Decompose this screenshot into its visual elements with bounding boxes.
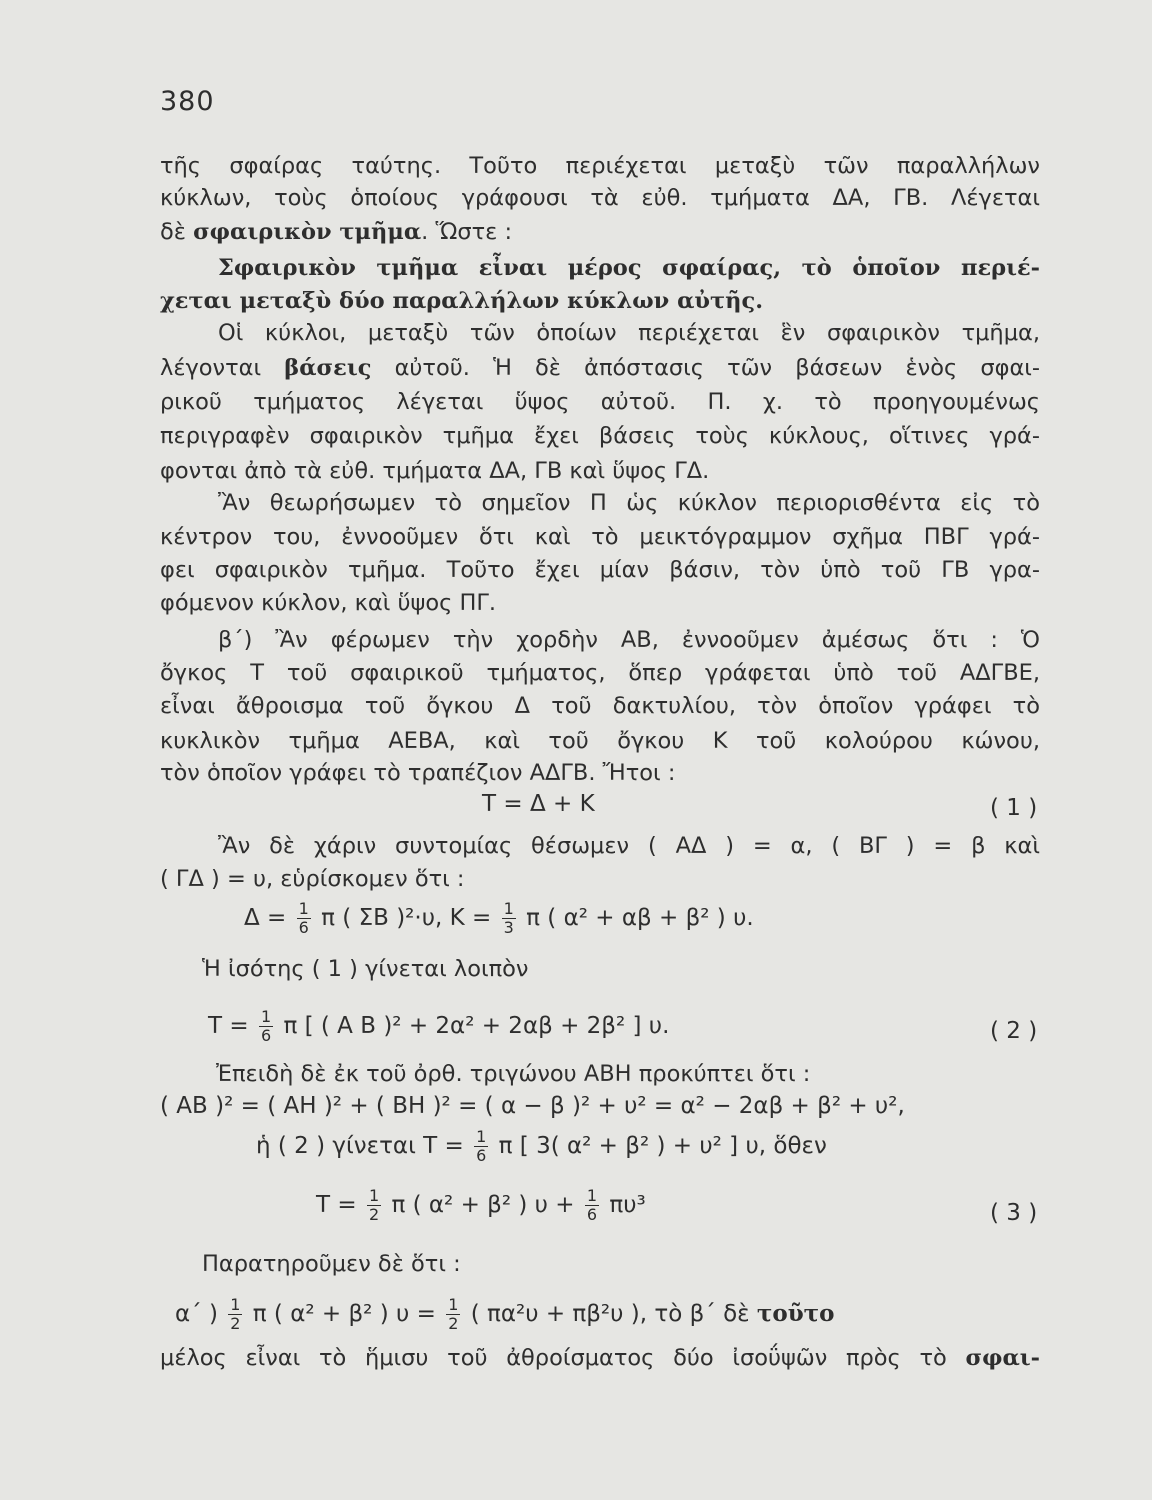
definition-line: Σφαιρικὸν τμῆμα εἶναι μέρος σφαίρας, τὸ ὁποῖον περιέ- bbox=[218, 255, 1040, 281]
text-fragment: μέλος εἶναι τὸ ἥμισυ τοῦ ἀθροίσματος δύο ἰσοΰψῶν πρὸς τὸ bbox=[160, 1345, 966, 1371]
text-line: τὸν ὁποῖον γράφει τὸ τραπέζιον ΑΔΓΒ. Ἤτοι : bbox=[160, 760, 676, 786]
text-line: τῆς σφαίρας ταύτης. Τοῦτο περιέχεται μεταξὺ τῶν παραλλήλων bbox=[160, 153, 1040, 179]
formula-part: α΄ ) bbox=[175, 1301, 218, 1327]
text-line: β΄) Ἂν φέρωμεν τὴν χορδὴν ΑΒ, ἐννοοῦμεν ἀμέσως ὅτι : Ὁ bbox=[218, 627, 1040, 653]
formula-part: Τ = bbox=[208, 1013, 249, 1039]
text-fragment: δὲ bbox=[160, 219, 194, 245]
formula-part: π ( ΣΒ )²·υ, Κ = bbox=[321, 905, 492, 931]
equation-number: ( 3 ) bbox=[990, 1200, 1038, 1226]
fraction bbox=[502, 900, 516, 937]
formula-part: ( πα²υ + πβ²υ ), τὸ β΄ δὲ bbox=[470, 1301, 750, 1327]
denominator: 2 bbox=[448, 1314, 459, 1333]
text-line: ὄγκος Τ τοῦ σφαιρικοῦ τμήματος, ὅπερ γράφεται ὑπὸ τοῦ ΑΔΓΒΕ, bbox=[160, 660, 1040, 686]
text-line: φόμενον κύκλον, καὶ ὕψος ΠΓ. bbox=[160, 590, 497, 616]
numerator: 1 bbox=[476, 1127, 487, 1146]
denominator: 2 bbox=[368, 1205, 380, 1224]
text-line: ρικοῦ τμήματος λέγεται ὕψος αὐτοῦ. Π. χ. τὸ προηγουμένως bbox=[160, 389, 1040, 415]
text-line: Παρατηροῦμεν δὲ ὅτι : bbox=[202, 1251, 461, 1277]
fraction bbox=[228, 1296, 242, 1333]
formula-part: ἡ ( 2 ) γίνεται Τ = bbox=[256, 1133, 464, 1159]
bold-term: βάσεις bbox=[284, 355, 372, 381]
formula-part: Δ = bbox=[244, 905, 287, 931]
text-line: Ἂν δὲ χάριν συντομίας θέσωμεν ( ΑΔ ) = α, ( ΒΓ ) = β καὶ bbox=[218, 833, 1040, 859]
numerator: 1 bbox=[260, 1007, 272, 1026]
numerator: 1 bbox=[298, 899, 309, 918]
page-number: 380 bbox=[160, 86, 215, 117]
text-line: φει σφαιρικὸν τμῆμα. Τοῦτο ἔχει μίαν βάσιν, τὸν ὑπὸ τοῦ ΓΒ γρα- bbox=[160, 557, 1040, 583]
numerator: 1 bbox=[230, 1295, 241, 1314]
denominator: 2 bbox=[230, 1314, 241, 1333]
denominator: 3 bbox=[503, 918, 514, 937]
fraction bbox=[259, 1008, 273, 1045]
formula-part: π ( α² + β² ) υ = bbox=[252, 1301, 436, 1327]
bold-term: σφαιρικὸν τμῆμα bbox=[193, 219, 422, 245]
denominator: 6 bbox=[298, 918, 309, 937]
text-line: κύκλων, τοὺς ὁποίους γράφουσι τὰ εὐθ. τμήματα ΔΑ, ΓΒ. Λέγεται bbox=[160, 185, 1040, 211]
numerator: 1 bbox=[503, 899, 514, 918]
formula-volumes bbox=[244, 900, 754, 937]
formula-1: Τ = Δ + Κ bbox=[482, 791, 595, 817]
fraction bbox=[367, 1187, 381, 1224]
equation-number: ( 1 ) bbox=[990, 795, 1038, 821]
text-line: εἶναι ἄθροισμα τοῦ ὄγκου Δ τοῦ δακτυλίου, τὸν ὁποῖον γράφει τὸ bbox=[160, 693, 1040, 719]
text-line: Ἂν θεωρήσωμεν τὸ σημεῖον Π ὡς κύκλον περιορισθέντα εἰς τὸ bbox=[218, 490, 1040, 516]
bold-term: τοῦτο bbox=[756, 1300, 835, 1327]
fraction bbox=[297, 900, 311, 937]
formula-part: π ( α² + αβ + β² ) υ. bbox=[526, 905, 754, 931]
text-line: ( ΓΔ ) = υ, εὑρίσκομεν ὅτι : bbox=[160, 866, 465, 892]
bold-term: σφαι- bbox=[965, 1345, 1040, 1371]
text-fragment: . Ὥστε : bbox=[421, 219, 513, 245]
denominator: 6 bbox=[476, 1146, 487, 1165]
formula-part: Τ = bbox=[316, 1192, 357, 1218]
formula-part: π ( α² + β² ) υ + bbox=[391, 1192, 575, 1218]
formula-part: π [ ( Α Β )² + 2α² + 2αβ + 2β² ] υ. bbox=[283, 1013, 670, 1039]
text-line: κυκλικὸν τμῆμα ΑΕΒΑ, καὶ τοῦ ὄγκου Κ τοῦ κολούρου κώνου, bbox=[160, 728, 1040, 754]
numerator: 1 bbox=[368, 1186, 380, 1205]
text-line: Ἐπειδὴ δὲ ἐκ τοῦ ὀρθ. τριγώνου ΑΒΗ προκύπτει ὅτι : bbox=[216, 1061, 811, 1087]
text-line: περιγραφὲν σφαιρικὸν τμῆμα ἔχει βάσεις τοὺς κύκλους, οἵτινες γρά- bbox=[160, 423, 1040, 449]
text-line: φονται ἀπὸ τὰ εὐθ. τμήματα ΔΑ, ΓΒ καὶ ὕψος ΓΔ. bbox=[160, 458, 710, 484]
numerator: 1 bbox=[586, 1186, 598, 1205]
formula-part: πυ³ bbox=[609, 1192, 646, 1218]
text-line: Οἱ κύκλοι, μεταξὺ τῶν ὁποίων περιέχεται ἓν σφαιρικὸν τμῆμα, bbox=[218, 320, 1040, 346]
fraction bbox=[585, 1187, 599, 1224]
formula-3 bbox=[316, 1187, 646, 1224]
denominator: 6 bbox=[260, 1026, 272, 1045]
text-line bbox=[160, 216, 1040, 248]
formula-2-expanded bbox=[256, 1128, 827, 1165]
text-line: κέντρον του, ἐννοοῦμεν ὅτι καὶ τὸ μεικτόγραμμον σχῆμα ΠΒΓ γρά- bbox=[160, 524, 1040, 550]
fraction bbox=[474, 1128, 488, 1165]
text-fragment: λέγονται bbox=[160, 355, 285, 381]
text-line bbox=[160, 1342, 1040, 1374]
fraction bbox=[446, 1296, 460, 1333]
formula-part: π [ 3( α² + β² ) + υ² ] υ, ὅθεν bbox=[498, 1133, 827, 1159]
text-fragment: αὐτοῦ. Ἡ δὲ ἀπόστασις τῶν βάσεων ἑνὸς σφαι- bbox=[371, 355, 1041, 381]
formula-alpha bbox=[175, 1296, 1043, 1333]
formula-2 bbox=[208, 1008, 669, 1045]
text-line bbox=[160, 352, 1040, 384]
numerator: 1 bbox=[448, 1295, 459, 1314]
definition-line: χεται μεταξὺ δύο παραλλήλων κύκλων αὐτῆς. bbox=[160, 288, 764, 314]
formula-ab-squared: ( ΑΒ )² = ( ΑΗ )² + ( ΒΗ )² = ( α − β )² + υ² = α² − 2αβ + β² + υ², bbox=[160, 1093, 905, 1119]
denominator: 6 bbox=[586, 1205, 598, 1224]
text-line: Ἡ ἰσότης ( 1 ) γίνεται λοιπὸν bbox=[202, 956, 529, 982]
equation-number: ( 2 ) bbox=[990, 1018, 1038, 1044]
